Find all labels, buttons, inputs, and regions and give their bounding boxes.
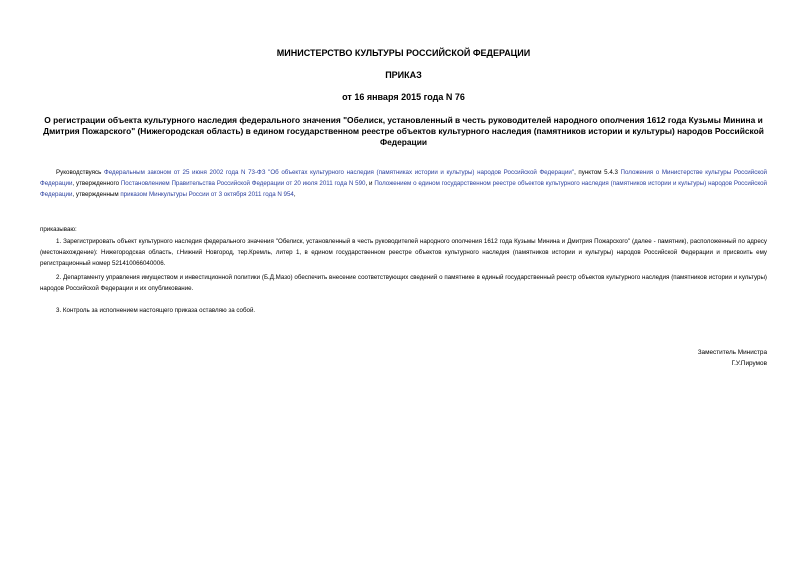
document-heading: О регистрации объекта культурного наследия федерального значения "Обелиск, установленный в честь руководителей народного ополчения 1612 года Кузьмы Минина и Дмитрия Пожарского" (Нижегородская область) в едином государственном реестре объектов культурного наследия (памятников истории и культуры) народов Российской Федерации xyxy=(43,115,764,147)
preamble-text-3: , утвержденного xyxy=(72,180,121,187)
order-date-number: от 16 января 2015 года N 76 xyxy=(342,92,465,102)
signatory-title: Заместитель Министра xyxy=(697,349,767,356)
preamble-text-1: Руководствуясь xyxy=(56,169,104,176)
preamble-text-2: , пунктом 5.4.3 xyxy=(574,169,621,176)
ministry-order-link[interactable]: приказом Минкультуры России от 3 октября 2011 года N 954 xyxy=(120,191,294,198)
order-label: ПРИКАЗ xyxy=(385,70,422,80)
order-word: приказываю: xyxy=(40,226,77,233)
preamble-text-6: , xyxy=(293,191,296,198)
preamble-text-5: , утвержденным xyxy=(72,191,121,198)
ministry-title: МИНИСТЕРСТВО КУЛЬТУРЫ РОССИЙСКОЙ ФЕДЕРАЦИИ xyxy=(276,48,531,58)
preamble-paragraph xyxy=(40,167,767,200)
federal-law-link[interactable]: Федеральным законом от 25 июня 2002 года N 73-ФЗ "Об объектах культурного наследия (памятниках истории и культуры) народов Российской Федерации" xyxy=(103,169,575,176)
government-decree-link[interactable]: Постановлением Правительства Российской Федерации от 20 июля 2011 года N 590 xyxy=(120,180,366,187)
order-item-2: 2. Департаменту управления имуществом и инвестиционной политики (Б.Д.Мазо) обеспечить внесение соответствующих сведений о памятнике в единый государственный реестр объектов культурного наследия (памятников истории и культуры) народов Российской Федерации и их опубликование. xyxy=(40,274,767,292)
order-item-3: 3. Контроль за исполнением настоящего приказа оставляю за собой. xyxy=(56,307,256,314)
registry-regulation-link[interactable]: Положением о едином государственном реестре объектов культурного наследия (памятников истории и культуры) народов Российской Федерации xyxy=(40,180,768,198)
order-item-1: 1. Зарегистрировать объект культурного наследия федерального значения "Обелиск, установленный в честь руководителей народного ополчения 1612 года Кузьмы Минина и Дмитрия Пожарского" (далее - памятник), расположенный по адресу (местонахождение): Нижегородская область, г.Нижний Новгород, тер.Кремль, литер 1, в едином государственном реестре объектов культурного наследия (памятников истории и культуры) народов Российской Федерации и присвоить ему регистрационный номер 521410066040006. xyxy=(40,238,767,267)
ministry-regulation-link[interactable]: Положения о Министерстве культуры Российской Федерации xyxy=(40,169,767,187)
signatory-name: Г.У.Пирумов xyxy=(731,360,767,367)
preamble-text-4: , и xyxy=(365,180,375,187)
